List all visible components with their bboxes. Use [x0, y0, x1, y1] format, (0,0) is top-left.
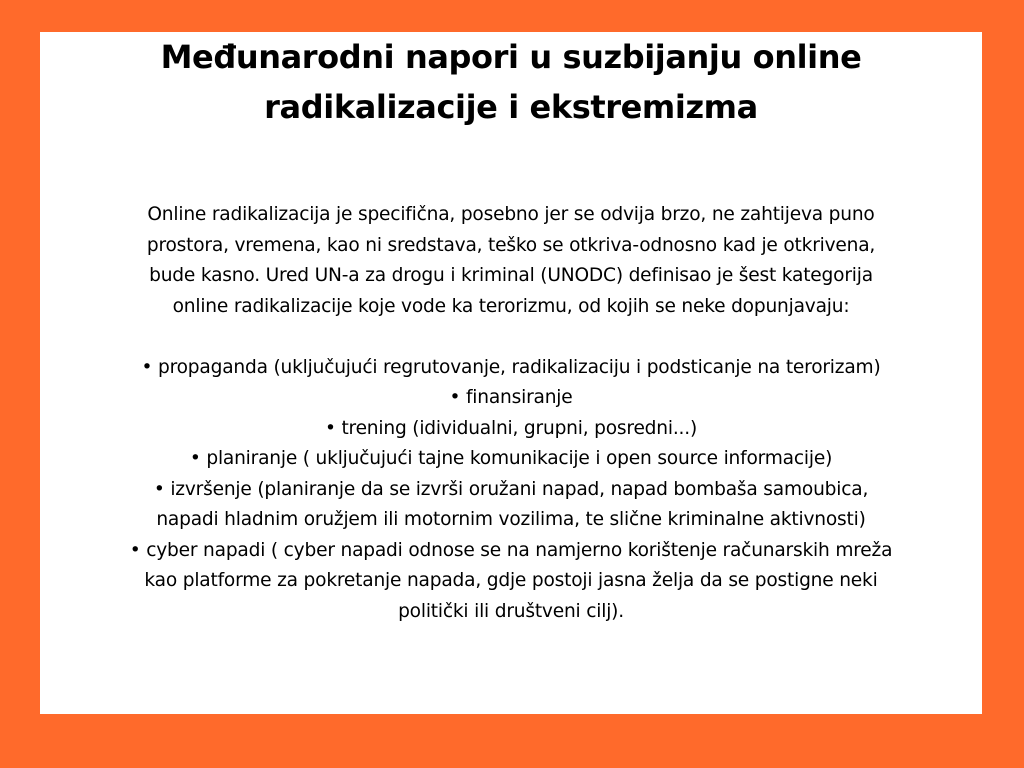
intro-line: bude kasno. Ured UN-a za drogu i kriminal (UNODC) definisao je šest kategorija	[149, 265, 873, 286]
category-finansiranje: • finansiranje	[449, 387, 573, 408]
intro-line: Online radikalizacija je specifična, posebno jer se odvija brzo, ne zahtijeva puno	[147, 204, 875, 225]
category-list	[40, 353, 982, 628]
paragraph-spacer	[40, 322, 982, 353]
category-izvrsenje: • izvršenje (planiranje da se izvrši oružani napad, napad bombaša samoubica,	[153, 478, 869, 500]
category-planiranje: • planiranje ( uključujući tajne komunikacije i open source informacije)	[189, 448, 833, 469]
category-izvrsenje-cont: napadi hladnim oružjem ili motornim vozilima, te slične kriminalne aktivnosti)	[156, 509, 866, 530]
category-cyber-napadi: • cyber napadi ( cyber napadi odnose se na namjerno korištenje računarskih mreža	[129, 539, 893, 561]
slide-panel	[40, 32, 982, 714]
slide-body	[40, 200, 982, 627]
intro-line: online radikalizacije koje vode ka terorizmu, od kojih se neke dopunjavaju:	[172, 295, 850, 317]
intro-paragraph	[40, 200, 982, 322]
category-cyber-napadi-cont: kao platforme za pokretanje napada, gdje postoji jasna želja da se postigne neki	[144, 570, 878, 591]
slide-title	[40, 32, 982, 132]
category-propaganda: • propaganda (uključujući regrutovanje, radikalizaciju i podsticanje na terorizam)	[141, 356, 881, 378]
intro-line: prostora, vremena, kao ni sredstava, teško se otkriva-odnosno kad je otkrivena,	[146, 234, 876, 256]
category-cyber-napadi-end: politički ili društveni cilj).	[398, 600, 624, 622]
category-trening: • trening (idividualni, grupni, posredni...)	[324, 417, 698, 439]
title-line-2: radikalizacije i ekstremizma	[264, 88, 758, 126]
title-line-1: Međunarodni napori u suzbijanju online	[160, 38, 862, 76]
